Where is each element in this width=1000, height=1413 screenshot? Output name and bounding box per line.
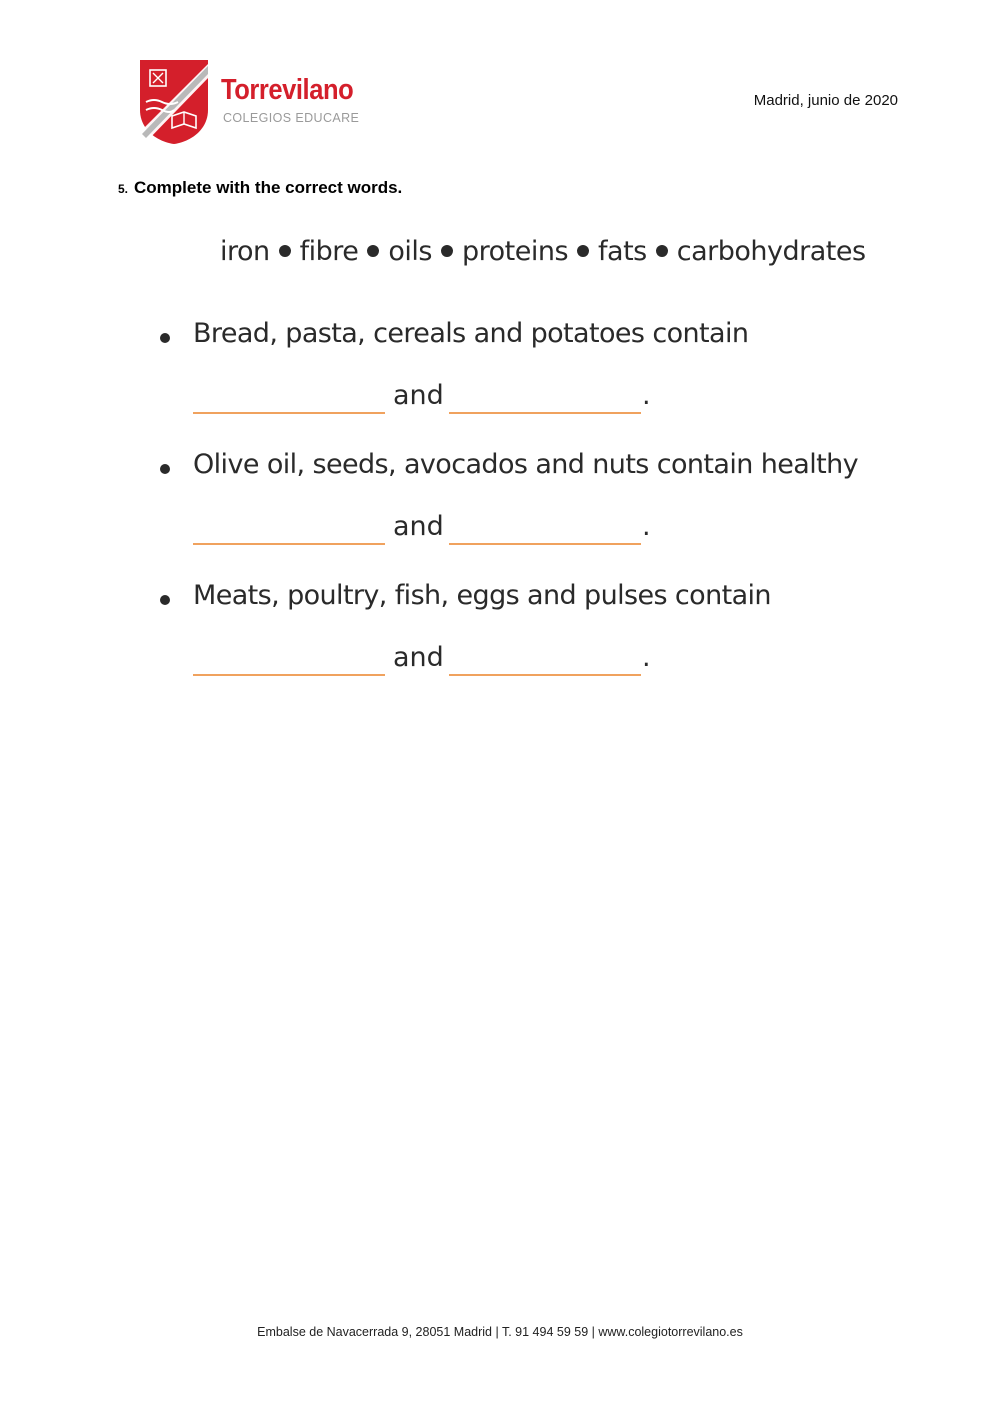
page-footer: Embalse de Navacerrada 9, 28051 Madrid | T. 91 494 59 59 | www.colegiotorrevilano.es — [257, 1325, 743, 1339]
word-bank-item: carbohydrates — [676, 236, 866, 267]
word-bank-item: oils — [388, 236, 432, 267]
connector-word: and — [393, 380, 444, 411]
answer-line — [193, 380, 893, 416]
logo-name: Torrevilano — [221, 74, 354, 106]
answer-blank-1[interactable] — [193, 543, 385, 545]
sentence-end: . — [642, 511, 651, 542]
answer-line — [193, 511, 893, 547]
bullet-icon — [160, 333, 170, 343]
answer-blank-1[interactable] — [193, 674, 385, 676]
bullet-dot-icon — [367, 245, 379, 257]
item-sentence: Olive oil, seeds, avocados and nuts contain healthy — [193, 449, 859, 480]
connector-word: and — [393, 511, 444, 542]
bullet-icon — [160, 595, 170, 605]
word-bank — [220, 236, 866, 267]
word-bank-item: fibre — [299, 236, 359, 267]
bullet-dot-icon — [577, 245, 589, 257]
answer-line — [193, 642, 893, 678]
exercise-instruction — [118, 178, 402, 198]
answer-blank-2[interactable] — [449, 674, 641, 676]
connector-word: and — [393, 642, 444, 673]
answer-blank-2[interactable] — [449, 543, 641, 545]
school-logo — [138, 58, 368, 146]
answer-blank-1[interactable] — [193, 412, 385, 414]
bullet-dot-icon — [656, 245, 668, 257]
word-bank-item: fats — [598, 236, 647, 267]
word-bank-item: iron — [220, 236, 270, 267]
bullet-icon — [160, 464, 170, 474]
word-bank-item: proteins — [462, 236, 569, 267]
bullet-dot-icon — [441, 245, 453, 257]
item-sentence: Meats, poultry, fish, eggs and pulses contain — [193, 580, 771, 611]
bullet-dot-icon — [279, 245, 291, 257]
sentence-end: . — [642, 642, 651, 673]
answer-blank-2[interactable] — [449, 412, 641, 414]
item-sentence: Bread, pasta, cereals and potatoes contain — [193, 318, 749, 349]
instruction-text: Complete with the correct words. — [134, 178, 403, 197]
sentence-end: . — [642, 380, 651, 411]
crest-icon — [138, 58, 210, 146]
document-date: Madrid, junio de 2020 — [753, 92, 898, 109]
logo-subtitle: COLEGIOS EDUCARE — [223, 111, 360, 125]
exercise-number: 5. — [118, 182, 129, 196]
